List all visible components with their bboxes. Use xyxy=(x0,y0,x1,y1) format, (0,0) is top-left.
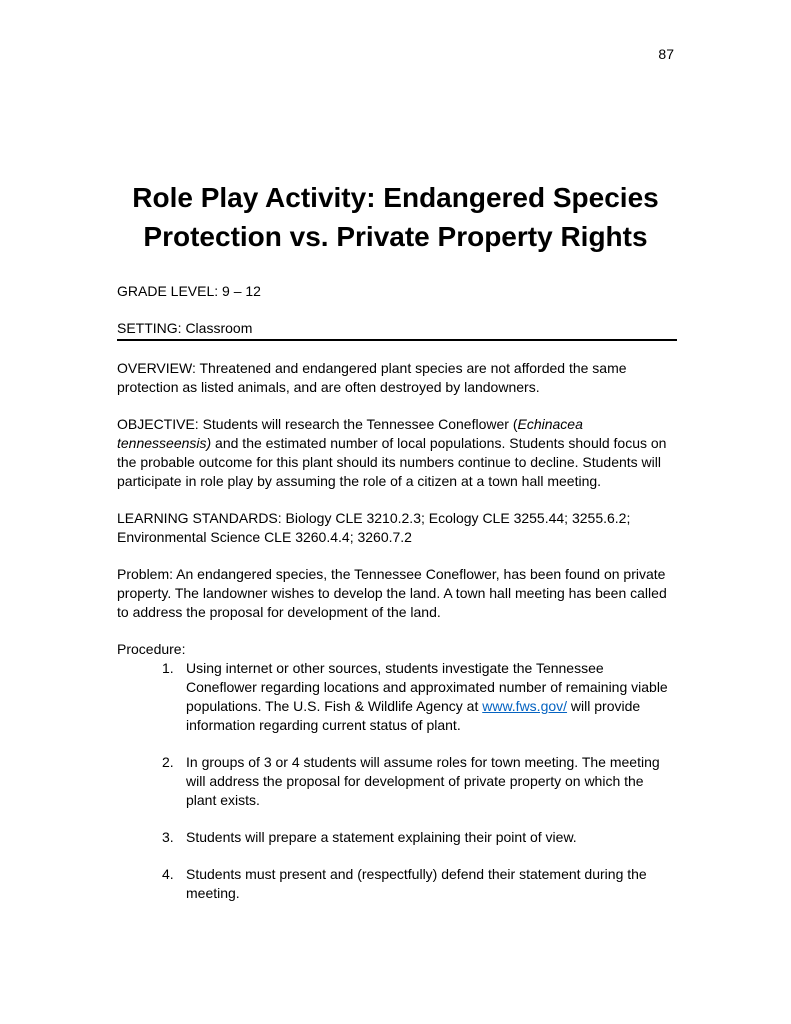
procedure-step-1 xyxy=(117,659,677,735)
step-4-text: Students must present and (respectfully) defend their statement during the meeting. xyxy=(186,866,647,901)
title-line-2: Protection vs. Private Property Rights xyxy=(143,221,648,252)
setting: SETTING: Classroom xyxy=(117,319,677,341)
objective-text-start: OBJECTIVE: Students will research the Tennessee Coneflower ( xyxy=(117,416,518,432)
title-line-1: Role Play Activity: Endangered Species xyxy=(132,182,659,213)
step-2-text: In groups of 3 or 4 students will assume roles for town meeting. The meeting will address the proposal for development of private property on which the plant exists. xyxy=(186,754,660,808)
procedure-step-2 xyxy=(117,753,677,810)
step-1-text-start: Using internet or other sources, students investigate the Tennessee Coneflower regarding locations and approximated number of remaining viable populations. The U.S. Fish & Wildlife Agency at xyxy=(186,660,668,714)
problem-paragraph: Problem: An endangered species, the Tennessee Coneflower, has been found on private property. The landowner wishes to develop the land. A town hall meeting has been called to address the proposal for development of the land. xyxy=(117,566,667,620)
step-1-text-end: will provide information regarding current status of plant. xyxy=(186,698,641,733)
step-number: 3. xyxy=(162,829,174,845)
learning-standards-paragraph: LEARNING STANDARDS: Biology CLE 3210.2.3; Ecology CLE 3255.44; 3255.6.2; Environmental Science CLE 3260.4.4; 3260.7.2 xyxy=(117,510,631,545)
step-number: 4. xyxy=(162,866,174,882)
procedure-step-4 xyxy=(117,865,677,903)
species-scientific-name: Echinacea tennesseensis) xyxy=(117,416,583,451)
document-body xyxy=(117,282,677,921)
page-number: 87 xyxy=(658,46,674,62)
step-number: 2. xyxy=(162,754,174,770)
procedure-step-3 xyxy=(117,828,677,847)
objective-paragraph xyxy=(117,415,677,491)
step-number: 1. xyxy=(162,660,174,676)
step-3-text: Students will prepare a statement explaining their point of view. xyxy=(186,829,577,845)
overview-paragraph: OVERVIEW: Threatened and endangered plant species are not afforded the same protection as listed animals, and are often destroyed by landowners. xyxy=(117,360,627,395)
procedure-list xyxy=(117,659,677,903)
page-title xyxy=(80,178,711,256)
grade-level: GRADE LEVEL: 9 – 12 xyxy=(117,283,261,299)
fws-link[interactable]: www.fws.gov/ xyxy=(482,698,568,714)
objective-text-end: and the estimated number of local populations. Students should focus on the probable outcome for this plant should its numbers continue to decline. Students will participate in role play by assuming the role of a citizen at a town hall meeting. xyxy=(117,435,667,489)
procedure-heading: Procedure: xyxy=(117,641,186,657)
